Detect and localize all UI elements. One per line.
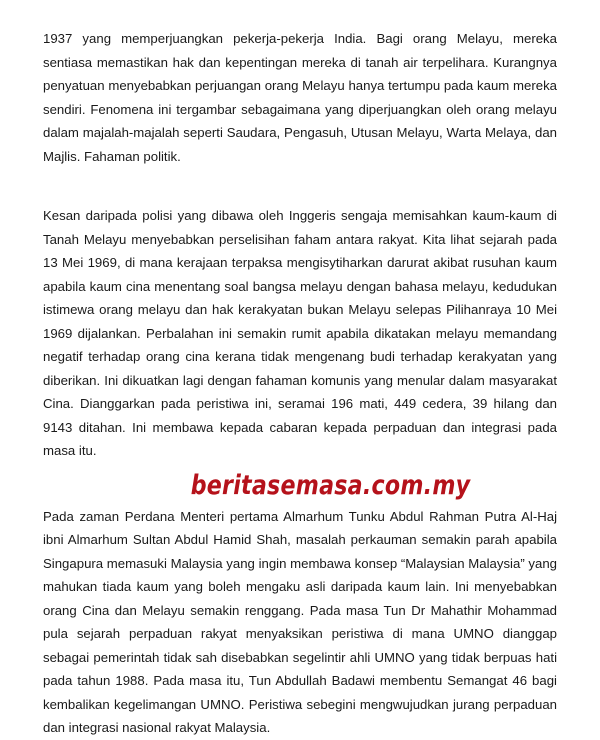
- paragraph-1937-history: 1937 yang memperjuangkan pekerja-pekerja India. Bagi orang Melayu, mereka sentiasa memastikan hak dan kepentingan mereka di tanah air terpelihara. Kurangnya penyatuan menyebabkan perjuangan orang Melayu hanya tertumpu pada kaum mereka sendiri. Fenomena ini tergambar sebagaimana yang diperjuangkan oleh orang melayu dalam majalah-majalah seperti Saudara, Pengasuh, Utusan Melayu, Warta Melaya, dan Majlis. Fahaman politik.: [43, 31, 557, 164]
- paragraph-tunku-era: Pada zaman Perdana Menteri pertama Almarhum Tunku Abdul Rahman Putra Al-Haj ibni Almarhum Sultan Abdul Hamid Shah, masalah perkauman semakin parah apabila Singapura memasuki Malaysia yang ingin membawa konsep “Malaysian Malaysia” yang mahukan tiada kaum yang boleh mengaku asli daripada kaum lain. Ini menyebabkan orang Cina dan Melayu semakin renggang. Pada masa Tun Dr Mahathir Mohammad pula sejarah perpaduan rakyat menyaksikan peristiwa di mana UMNO dianggap sebagai pemerintah tidak sah disebabkan segelintir ahli UMNO yang tidak berpuas hati pada tahun 1988. Pada masa itu, Tun Abdullah Badawi membentu Semangat 46 bagi kembalikan kegelimangan UMNO. Peristiwa sebegini mengwujudkan jurang perpaduan dan integrasi nasional rakyat Malaysia.: [43, 508, 557, 735]
- watermark-text: beritasemasa.com.my: [190, 469, 470, 501]
- document-page: [43, 27, 557, 740]
- paragraph-13-mei-1969: Kesan daripada polisi yang dibawa oleh Inggeris sengaja memisahkan kaum-kaum di Tanah Melayu menyebabkan perselisihan faham antara rakyat. Kita lihat sejarah pada 13 Mei 1969, di mana kerajaan terpaksa mengisytiharkan darurat akibat rusuhan kaum apabila kaum cina menentang soal bangsa melayu dengan bahasa melayu, kedudukan istimewa orang melayu dan hak kerakyatan bukan Melayu selepas Pilihanraya 10 Mei 1969 dijalankan. Perbalahan ini semakin rumit apabila dikatakan melayu memandang negatif terhadap orang cina kerana tidak mengenang budi terhadap kerakyatan yang diberikan. Ini dikuatkan lagi dengan fahaman komunis yang menular dalam masyarakat Cina. Dianggarkan pada peristiwa ini, seramai 196 mati, 449 cedera, 39 hilang dan 9143 ditahan. Ini membawa kepada cabaran kepada perpaduan dan integrasi pada masa itu.: [43, 208, 557, 458]
- watermark: [43, 469, 557, 503]
